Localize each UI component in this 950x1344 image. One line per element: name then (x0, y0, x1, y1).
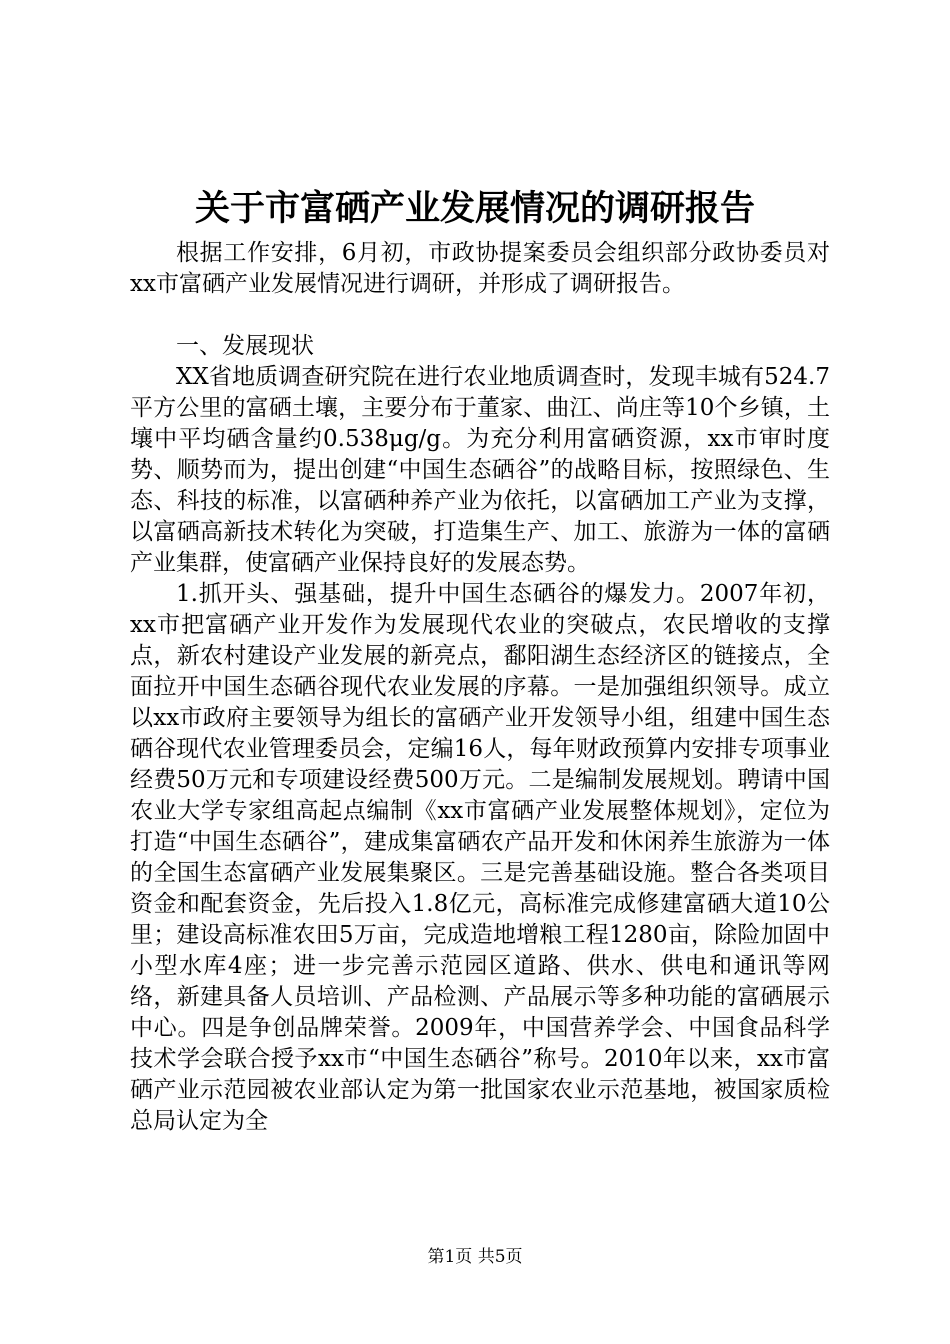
body-paragraph: 1.抓开头、强基础，提升中国生态硒谷的爆发力。2007年初，xx市把富硒产业开发作为发展现代农业的突破点，农民增收的支撑点，新农村建设产业发展的新亮点，鄱阳湖生态经济区的链接点，全面拉开中国生态硒谷现代农业发展的序幕。一是加强组织领导。成立以xx市政府主要领导为组长的富硒产业开发领导小组，组建中国生态硒谷现代农业管理委员会，定编16人，每年财政预算内安排专项事业经费50万元和专项建设经费500万元。二是编制发展规划。聘请中国农业大学专家组高起点编制《xx市富硒产业发展整体规划》，定位为打造“中国生态硒谷”，建成集富硒农产品开发和休闲养生旅游为一体的全国生态富硒产业发展集聚区。三是完善基础设施。整合各类项目资金和配套资金，先后投入1.8亿元，高标准完成修建富硒大道10公里；建设高标准农田5万亩，完成造地增粮工程1280亩，除险加固中小型水库4座；进一步完善示范园区道路、供水、供电和通讯等网络，新建具备人员培训、产品检测、产品展示等多种功能的富硒展示中心。四是争创品牌荣誉。2009年，中国营养学会、中国食品科学技术学会联合授予xx市“中国生态硒谷”称号。2010年以来，xx市富硒产业示范园被农业部认定为第一批国家农业示范基地，被国家质检总局认定为全 (130, 581, 830, 1134)
section-heading: 一、发展现状 (176, 333, 314, 359)
document-title: 关于市富硒产业发展情况的调研报告 (194, 188, 755, 229)
body-paragraph: XX省地质调查研究院在进行农业地质调查时，发现丰城有524.7平方公里的富硒土壤，主要分布于董家、曲江、尚庄等10个乡镇，土壤中平均硒含量约0.538μg/g。为充分利用富硒资源，xx市审时度势、顺势而为，提出创建“中国生态硒谷”的战略目标，按照绿色、生态、科技的标准，以富硒种养产业为依托，以富硒加工产业为支撑，以富硒高新技术转化为突破，打造集生产、加工、旅游为一体的富硒产业集群，使富硒产业保持良好的发展态势。 (130, 364, 830, 576)
page-footer (0, 1246, 950, 1268)
document-body (130, 238, 830, 1137)
intro-paragraph: 根据工作安排，6月初，市政协提案委员会组织部分政协委员对xx市富硒产业发展情况进行调研，并形成了调研报告。 (130, 240, 830, 297)
page-number: 第1页 共5页 (427, 1247, 523, 1267)
